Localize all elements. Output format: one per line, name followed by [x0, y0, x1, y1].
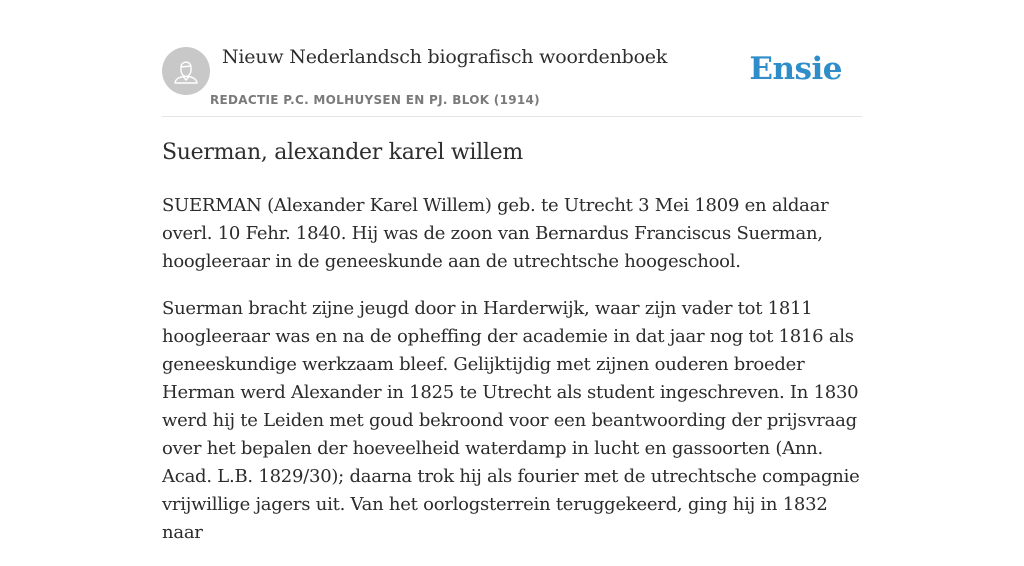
user-silhouette-icon: [162, 47, 210, 95]
entry-paragraph: Suerman bracht zijne jeugd door in Harderwijk, waar zijn vader tot 1811 hoogleeraar was en na de opheffing der academie in dat jaar nog tot 1816 als geneeskundige werkzaam bleef. Gelijktijdig met zijnen ouderen broeder Herman werd Alexander in 1825 te Utrecht als student ingeschreven. In 1830 werd hij te Leiden met goud bekroond voor een beantwoording der prijsvraag over het bepalen der hoeveelheid waterdamp in lucht en gassoorten (Ann. Acad. L.B. 1829/30); daarna trok hij als fourier met de utrechtsche compagnie vrijwillige jagers uit. Van het oorlogsterrein teruggekeerd, ging hij in 1832 naar: [162, 298, 860, 543]
book-editors: REDACTIE P.C. MOLHUYSEN EN PJ. BLOK (1914): [210, 93, 540, 107]
entry-paragraph: SUERMAN (Alexander Karel Willem) geb. te Utrecht 3 Mei 1809 en aldaar overl. 10 Fehr. 1840. Hij was de zoon van Bernardus Franciscus Suerman, hoogleeraar in de geneeskunde aan de utrechtsche hoogeschool.: [162, 195, 829, 272]
entry-body: [162, 192, 862, 566]
ensie-logo[interactable]: Ensie: [749, 51, 842, 87]
book-title[interactable]: Nieuw Nederlandsch biografisch woordenboek: [222, 46, 668, 68]
book-header: [162, 40, 862, 117]
entry-title: Suerman, alexander karel willem: [162, 140, 523, 165]
